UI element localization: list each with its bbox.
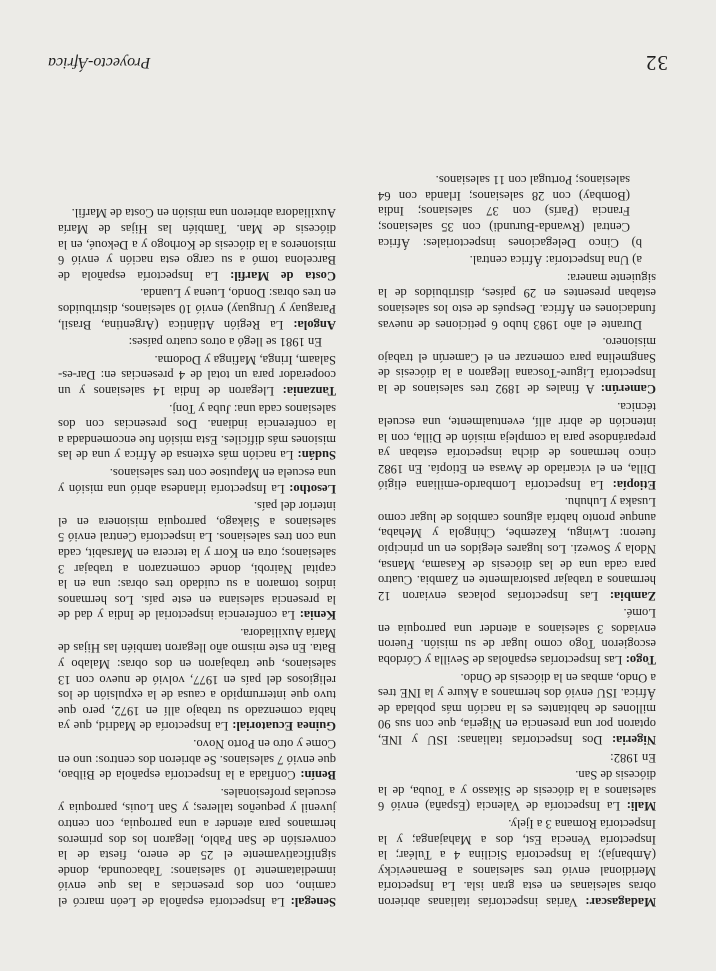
country-paragraph [58,205,336,283]
country-name: Zambia: [609,588,656,603]
country-name: Tanzania: [282,384,336,398]
paragraph-text: La Inspectoría Lombardo-emiliana eligió Dilla, en el vicariado de Awasa en Etiopía. En 1982 cinco hermanos de dicha inspectoría estaban ya preparándose para la compleja misión de Dilla, con la intención de abrir allí, eventualmente, una escuela técnica. [378,399,656,492]
paragraph: En 1981 se llegó a otros cuatro países: [128,335,322,350]
paragraph-text: Confiada a la Inspectoría española de Bilbao, que envió 7 salesianos. Se abrieron dos centros: uno en Come y otro en Porto Novo. [58,737,336,783]
paragraph: Durante el año 1983 hubo 6 peticiones de nuevas fundaciones en África. Después de esto los salesianos estaban presentes en 29 países, distribuidos de la siguiente manera: [378,270,656,332]
country-paragraph [58,400,336,462]
country-name: Costa de Marfil: [230,268,336,283]
country-name: Etiopía: [612,477,656,492]
country-paragraph [58,285,336,332]
left-column [378,170,656,909]
country-paragraph [378,494,656,603]
country-name: Senegal: [290,895,336,909]
country-name: Madagascar: [585,895,656,909]
country-paragraph [58,784,336,909]
paragraph-text: Dos Inspectorías italianas: ISU y INE, optaron por una presencia en Nigeria, que con sus 90 millones de habitantes es la nación más poblada de África. ISU envió dos hermanos a Akure y la INE tres a Ondo, ambas en la diócesis de Ondo. [378,670,656,748]
country-name: Kenia: [299,608,336,623]
right-column [58,203,336,909]
list-item: a) Una Inspectoría: África central. [469,253,642,268]
paragraph-text: La Inspectoría española de Barcelona tomó a su cargo esta nación y envió 6 misioneros a la diócesis de Korhogo y a Dekoué, en la diócesis de Man. También las Hijas de María Auxiliadora abrieron una misión en Costa de Marfil. [58,206,336,283]
country-paragraph [378,605,656,667]
country-paragraph [58,351,336,398]
paragraph-text: Varias inspectorías italianas abrieron obras salesianas en esta gran isla. La Inspectoría Meridional envió tres salesianos a Bemanevicky (Ambanja); la Inspectoría Sicilina 4 a Tuléar; la Inspectoría Venecia Est, dos a Mahajanga; y la Inspectoría Romana 3 a Ijely. [378,817,656,909]
paragraph-text: La Inspectoría de Valencia (España) envió 6 salesianos a la diócesis de Sikasso y a Touba, de la diócesis de San. [378,768,656,814]
country-paragraph [378,767,656,814]
country-paragraph [378,398,656,492]
paragraph: En 1982: [610,750,656,765]
country-name: Angola: [293,317,336,332]
country-name: Togo: [625,653,656,668]
paragraph-text: La Inspectoría irlandesa abrió una misión y una escuela en Maputsoe con tres salesianos. [58,465,336,496]
paragraph-text: La Región Atlántica (Argentina, Brasil, Paraguay y Uruguay) envió 10 salesianos, distribuidos en tres obras: Dondo, Luena y Luanda. [58,286,336,332]
list-item: b) Cinco Delegaciones inspectoriales: África Central (Rwanda-Burundi) con 35 salesianos; Francia (París) con 37 salesianos; India (Bombay) con 28 salesianos; Irlanda con 64 salesianos; Portugal con 11 salesianos. [378,173,642,250]
country-name: Camerún: [600,382,656,396]
country-name: Nigeria: [611,733,656,748]
country-paragraph [58,624,336,733]
running-title: Proyecto-África [48,54,151,71]
country-name: Lesotho: [289,481,336,496]
country-paragraph [58,464,336,495]
paragraph-text: La Inspectoría de Madrid, que ya había comenzado su trabajo allí en 1972, pero que tuvo que interrumpido a causa de la expulsión de los religiosos del país en 1977, volvió de nuevo con 13 salesianos, que trabajaron en dos obras: Malabo y Bata. En este mismo año llegaron también las Hijas de María Auxiliadora. [58,625,336,734]
paragraph-text: La Inspectoría española de León marcó el camino, con dos presencias a las que envió inmediatamente 10 salesianos: Tabacounda, donde significativamente el 25 de enero, fiesta de la conversión de San Pablo, llegaron los dos primeros hermanos para atender a una parroquia, con centro juvenil y pequeños talleres; y San Louis, parroquia y escuelas profesionales. [58,785,336,909]
paragraph-text: La conferencia inspectorial de India y dad de la presencia salesiana en este país. Los hermanos indios tomaron a su cuidado tres obras: una en la capital Nairobi, donde comenzaron a trabajar 3 salesianos; otra en Korr y la tercera en Marsabit, cada una con tres salesianos. La inspectoría Central envió 5 salesianos a Siakago, parroquia misionera en el interior del país. [58,499,336,623]
country-paragraph [378,334,656,396]
country-paragraph [58,735,336,782]
paragraph-text: Llegaron de India 14 salesianos y un cooperador para un total de 4 presencias en: Dar-es-Salaam, Iringa, Mafinga y Dodoma. [58,352,336,398]
country-paragraph [378,669,656,747]
country-name: Benín: [300,768,336,783]
country-name: Mali: [626,799,656,814]
paragraph-text: La nación más extensa de África y una de las misiones más difíciles. Esta misión fue encomendada a la conferencia indiana. Dos presencias con dos salesianos cada una: Juba y Tonj. [58,401,336,463]
country-paragraph [58,498,336,623]
country-paragraph [378,815,656,909]
page-number: 32 [645,51,668,75]
paragraph-text: Las Inspectorías españolas de Sevilla y Córdoba escogieron Togo como lugar de su misión. Fueron enviados 3 salesianos a atender una parroquia en Lomé. [378,606,656,668]
country-name: Guinea Ecuatorial: [232,719,336,734]
paragraph-text: Las Inspectorías polacas enviaron 12 hermanos a trabajar pastoralmente en Zambia. Cuatro para cada una de las diócesis de Kasama, Mansa, Ndola y Sowezi. Los lugares elegidos en un principio fueron: Lwingu, Kazembe, Chingola y Mehaba, aunque pronto habría algunos cambios de lugar como Lusaka y Luhuhu. [378,495,656,603]
paragraph-text: A finales de 1892 tres salesianos de la Inspectoría Ligure-Toscana llegaron a la diócesis de Sangmelina para comenzar en el Camerún el trabajo misionero. [378,335,656,396]
country-name: Sudán: [297,448,336,463]
